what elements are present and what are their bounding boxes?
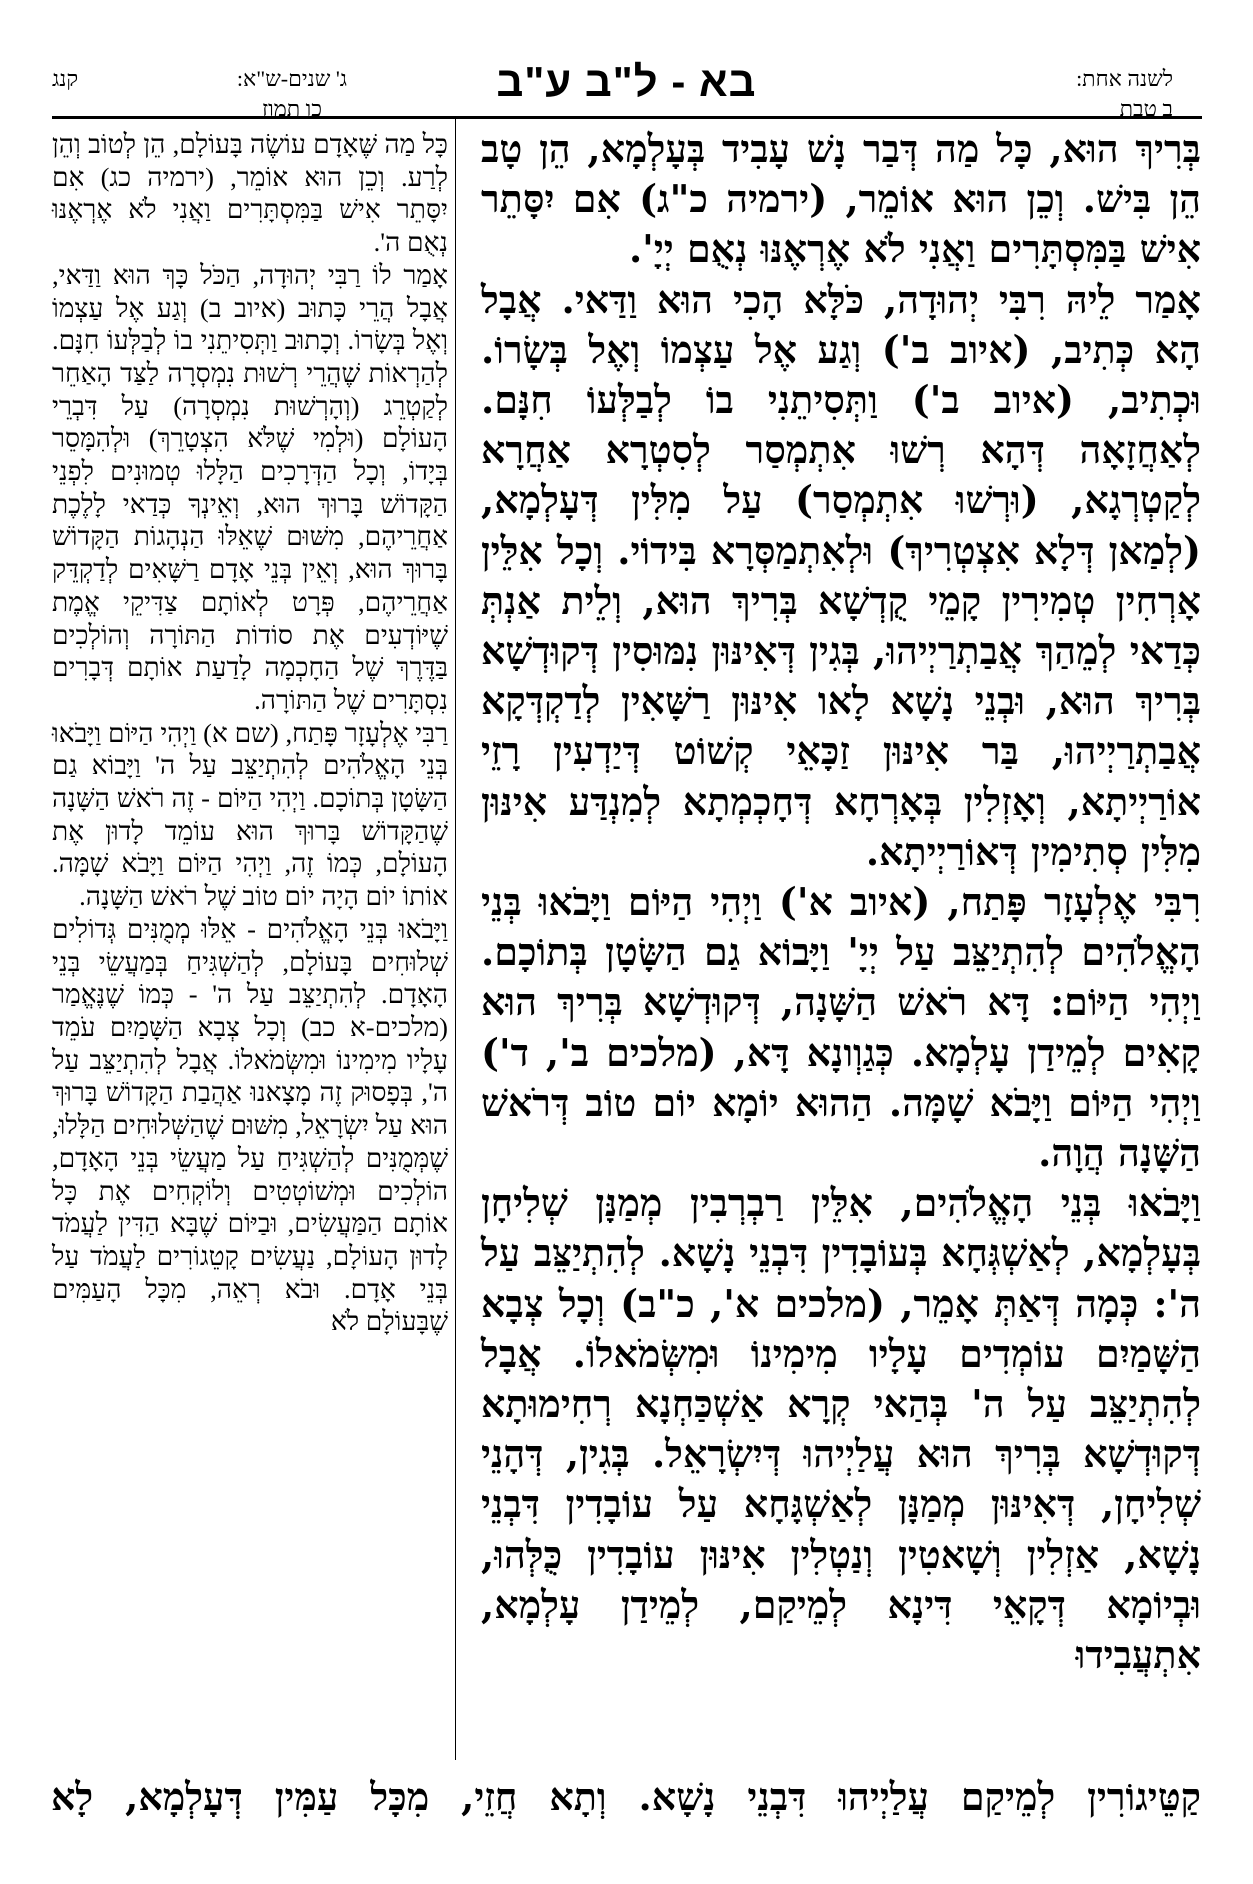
header-schedule-one-year: לשנה אחת: <box>1076 66 1173 91</box>
side-paragraph-4: וַיָּבֹאוּ בְּנֵי הָאֱלֹהִים - אֵלּוּ מְמֻנִּים גְּדוֹלִים שְׁלוּחִים בָּעוֹלָם, לְהַשְׁגִּיחַ בְּמַעֲשֵׂי בְּנֵי הָאָדָם. לְהִתְיַצֵּב עַל ה' - כְּמוֹ שֶׁנֶּאֱמַר (מלכים-א כב) וְכָל צְבָא הַשָּׁמַיִם עֹמֵד עָלָיו מִימִינוֹ וּמִשְּׂמֹאלוֹ. אֲבָל לְהִתְיַצֵּב עַל ה', בְּפָסוּק זֶה מָצָאנוּ אַהֲבַת הַקָּדוֹשׁ בָּרוּךְ הוּא עַל יִשְׂרָאֵל, מִשּׁוּם שֶׁהַשְּׁלוּחִים הַלָּלוּ, שֶׁמְּמֻנִּים לְהַשְׁגִּיחַ עַל מַעֲשֵׂי בְּנֵי הָאָדָם, הוֹלְכִים וּמְשׁוֹטְטִים וְלוֹקְחִים אֶת כָּל אוֹתָם הַמַּעֲשִׂים, וּבַיּוֹם שֶׁבָּא הַדִּין לַעֲמֹד לָדוּן הָעוֹלָם, נַעֲשִׂים קָטֵגוֹרִים לַעֲמֹד עַל בְּנֵי אָדָם. וּבֹא רְאֵה, מִכָּל הָעַמִּים שֶׁבָּעוֹלָם לֹא <box>52 913 448 1337</box>
header-date-one-year: ב טבת <box>1119 96 1173 121</box>
column-divider <box>455 118 456 1760</box>
bottom-full-width-line <box>51 1772 1201 1822</box>
main-paragraph-1: בְּרִיךְ הוּא, כָּל מַה דְּבַר נָשׁ עָבִיד בְּעָלְמָא, הֵן טָב הֵן בִּישׁ. וְכֵן הוּא אוֹמֵר, (ירמיה כ"ג) אִם יִסָּתֵר אִישׁ בַּמִּסְתָּרִים וַאֲנִי לֹא אֶרְאֶנּוּ נְאֻם יְיָ'. <box>481 126 1201 272</box>
side-paragraph-1: כָּל מַה שֶּׁאָדָם עוֹשֶׂה בָּעוֹלָם, הֵן לְטוֹב וְהֵן לְרַע. וְכֵן הוּא אוֹמֵר, (ירמיה כג) אִם יִסָּתֵר אִישׁ בַּמִּסְתָּרִים וַאֲנִי לֹא אֶרְאֶנּוּ נְאֻם ה'. <box>52 129 448 258</box>
header-divider <box>52 116 1202 119</box>
side-paragraph-2: אָמַר לוֹ רַבִּי יְהוּדָה, הַכֹּל כָּךְ הוּא וַדַּאי, אֲבָל הֲרֵי כָּתוּב (איוב ב) וְגַע אֶל עַצְמוֹ וְאֶל בְּשָׂרוֹ. וְכָתוּב וַתְּסִיתֵנִי בוֹ לְבַלְּעוֹ חִנָּם. לְהַרְאוֹת שֶׁהֲרֵי רְשׁוּת נִמְסְרָה לַצַּד הָאַחֵר לְקַטְרֵג (וְהָרְשׁוּת נִמְסְרָה) עַל דִּבְרֵי הָעוֹלָם (וּלְמִי שֶׁלֹּא הִצְטָרֵךְ) וּלְהִמָּסֵר בְּיָדוֹ, וְכָל הַדְּרָכִים הַלָּלוּ טְמוּנִים לִפְנֵי הַקָּדוֹשׁ בָּרוּךְ הוּא, וְאֵינְךָ כְּדַאי לָלֶכֶת אַחֲרֵיהֶם, מִשּׁוּם שֶׁאֵלּוּ הַנְהָגוֹת הַקָּדוֹשׁ בָּרוּךְ הוּא, וְאֵין בְּנֵי אָדָם רַשָּׁאִים לְדַקְדֵּק אַחֲרֵיהֶם, פְּרָט לְאוֹתָם צַדִּיקֵי אֱמֶת שֶׁיּוֹדְעִים אֶת סוֹדוֹת הַתּוֹרָה וְהוֹלְכִים בַּדֶּרֶךְ שֶׁל הַחָכְמָה לָדַעַת אוֹתָם דְּבָרִים נִסְתָּרִים שֶׁל הַתּוֹרָה. <box>52 259 448 715</box>
side-column-hebrew <box>52 128 448 1338</box>
header-left <box>152 64 432 124</box>
bottom-line-text: קַטֵּיגוֹרִין לְמֵיקַם עֲלַיְיהוּ דִּבְנֵי נָשָׁא. וְתָא חֲזֵי, מִכָּל עַמִּין דְּעָלְמָא, לָא <box>51 1774 1201 1819</box>
side-paragraph-3: רַבִּי אֶלְעָזָר פָּתַח, (שם א) וַיְהִי הַיּוֹם וַיָּבֹאוּ בְּנֵי הָאֱלֹהִים לְהִתְיַצֵּב עַל ה' וַיָּבוֹא גַם הַשָּׂטָן בְּתוֹכָם. וַיְהִי הַיּוֹם - זֶה רֹאשׁ הַשָּׁנָה שֶׁהַקָּדוֹשׁ בָּרוּךְ הוּא עוֹמֵד לָדוּן אֶת הָעוֹלָם, כְּמוֹ זֶה, וַיְהִי הַיּוֹם וַיָּבֹא שָׁמָּה. אוֹתוֹ יוֹם הָיָה יוֹם טוֹב שֶׁל רֹאשׁ הַשָּׁנָה. <box>52 717 448 912</box>
main-column-aramaic <box>481 124 1201 1680</box>
page-number: קנג <box>52 66 79 91</box>
main-paragraph-4: וַיָּבֹאוּ בְּנֵי הָאֱלֹהִים, אִלֵּין רַבְרְבִין מְמַנָּן שְׁלִיחָן בְּעָלְמָא, לְאַשְׁגְּחָא בְּעוֹבָדִין דִּבְנֵי נָשָׁא. לְהִתְיַצֵּב עַל ה': כְּמָה דְּאַתְּ אָמֵר, (מלכים א', כ"ב) וְכָל צְבָא הַשָּׁמַיִם עוֹמְדִים עָלָיו מִימִינוֹ וּמִשְּׂמֹאלוֹ. אֲבָל לְהִתְיַצֵּב עַל ה' בְּהַאי קְרָא אַשְׁכַּחְנָא רְחִימוּתָא דְּקוּדְשָׁא בְּרִיךְ הוּא עֲלַיְיהוּ דְּיִשְׂרָאֵל. בְּגִין, דְּהָנֵי שְׁלִיחָן, דְּאִינּוּן מְמַנָּן לְאַשְׁגָּחָא עַל עוֹבָדִין דִּבְנֵי נָשָׁא, אַזְלִין וְשָׁאטִין וְנַטְלִין אִינּוּן עוֹבָדִין כֻּלְּהוּ, וּבְיוֹמָא דְּקָאֵי דִּינָא לְמֵיקַם, לְמֵידַן עָלְמָא, אִתְעֲבִידוּ <box>481 1180 1201 1678</box>
header-date-three-years: כו תמוז <box>261 96 323 121</box>
header-schedule-three-years: ג' שנים-ש"א: <box>236 66 348 91</box>
page-title: בא - ל"ב ע"ב <box>496 58 757 105</box>
main-paragraph-2: אָמַר לֵיהּ רִבִּי יְהוּדָה, כֹּלָּא הָכִי הוּא וַדַּאי. אֲבָל הָא כְּתִיב, (איוב ב') וְגַע אֶל עַצְמוֹ וְאֶל בְּשָׂרוֹ. וּכְתִיב, (איוב ב') וַתְּסִיתֵנִי בוֹ לְבַלְּעוֹ חִנָּם. לְאַחֲזָאָה דְּהָא רְשׁוּ אִתְמְסַר לְסִטְרָא אַחֲרָא לְקַטְרְגָא, (וּרְשׁוּ אִתְמְסַר) עַל מִלִּין דְּעָלְמָא, (לְמַאן דְּלָא אִצְטְרִיךְ) וּלְאִתְמַסְּרָא בִּידוֹי. וְכָל אִלֵּין אָרְחִין טְמִירִין קָמֵי קֻדְשָׁא בְּרִיךְ הוּא, וְלֵית אַנְתְּ כְּדַאי לְמֵהַךְ אֲבַתְרַיְיהוּ, בְּגִין דְּאִינּוּן נִמּוּסִין דְּקוּדְשָׁא בְּרִיךְ הוּא, וּבְנֵי נָשָׁא לָאו אִינּוּן רַשָּׁאִין לְדַקְדְּקָא אֲבַתְרַיְיהוּ, בַּר אִינּוּן זַכָּאֵי קְשׁוֹט דְּיַדְעִין רָזֵי אוֹרַיְיתָא, וְאָזְלִין בְּאָרְחָא דְּחָכְמְתָא לְמִנְדַּע אִינּוּן מִלִּין סְתִימִין דְּאוֹרַיְיתָא. <box>481 276 1201 874</box>
main-paragraph-3: רִבִּי אֶלְעָזָר פָּתַח, (איוב א') וַיְהִי הַיּוֹם וַיָּבֹאוּ בְּנֵי הָאֱלֹהִים לְהִתְיַצֵּב עַל יְיָ' וַיָּבוֹא גַם הַשָּׂטָן בְּתוֹכָם. וַיְהִי הַיּוֹם: דָּא רֹאשׁ הַשָּׁנָה, דְּקוּדְשָׁא בְּרִיךְ הוּא קָאִים לְמֵידַן עָלְמָא. כְּגַוְונָא דָּא, (מלכים ב', ד') וַיְהִי הַיּוֹם וַיָּבֹא שָׁמָּה. הַהוּא יוֹמָא יוֹם טוֹב דְּרֹאשׁ הַשָּׁנָה הֲוָה. <box>481 879 1201 1176</box>
